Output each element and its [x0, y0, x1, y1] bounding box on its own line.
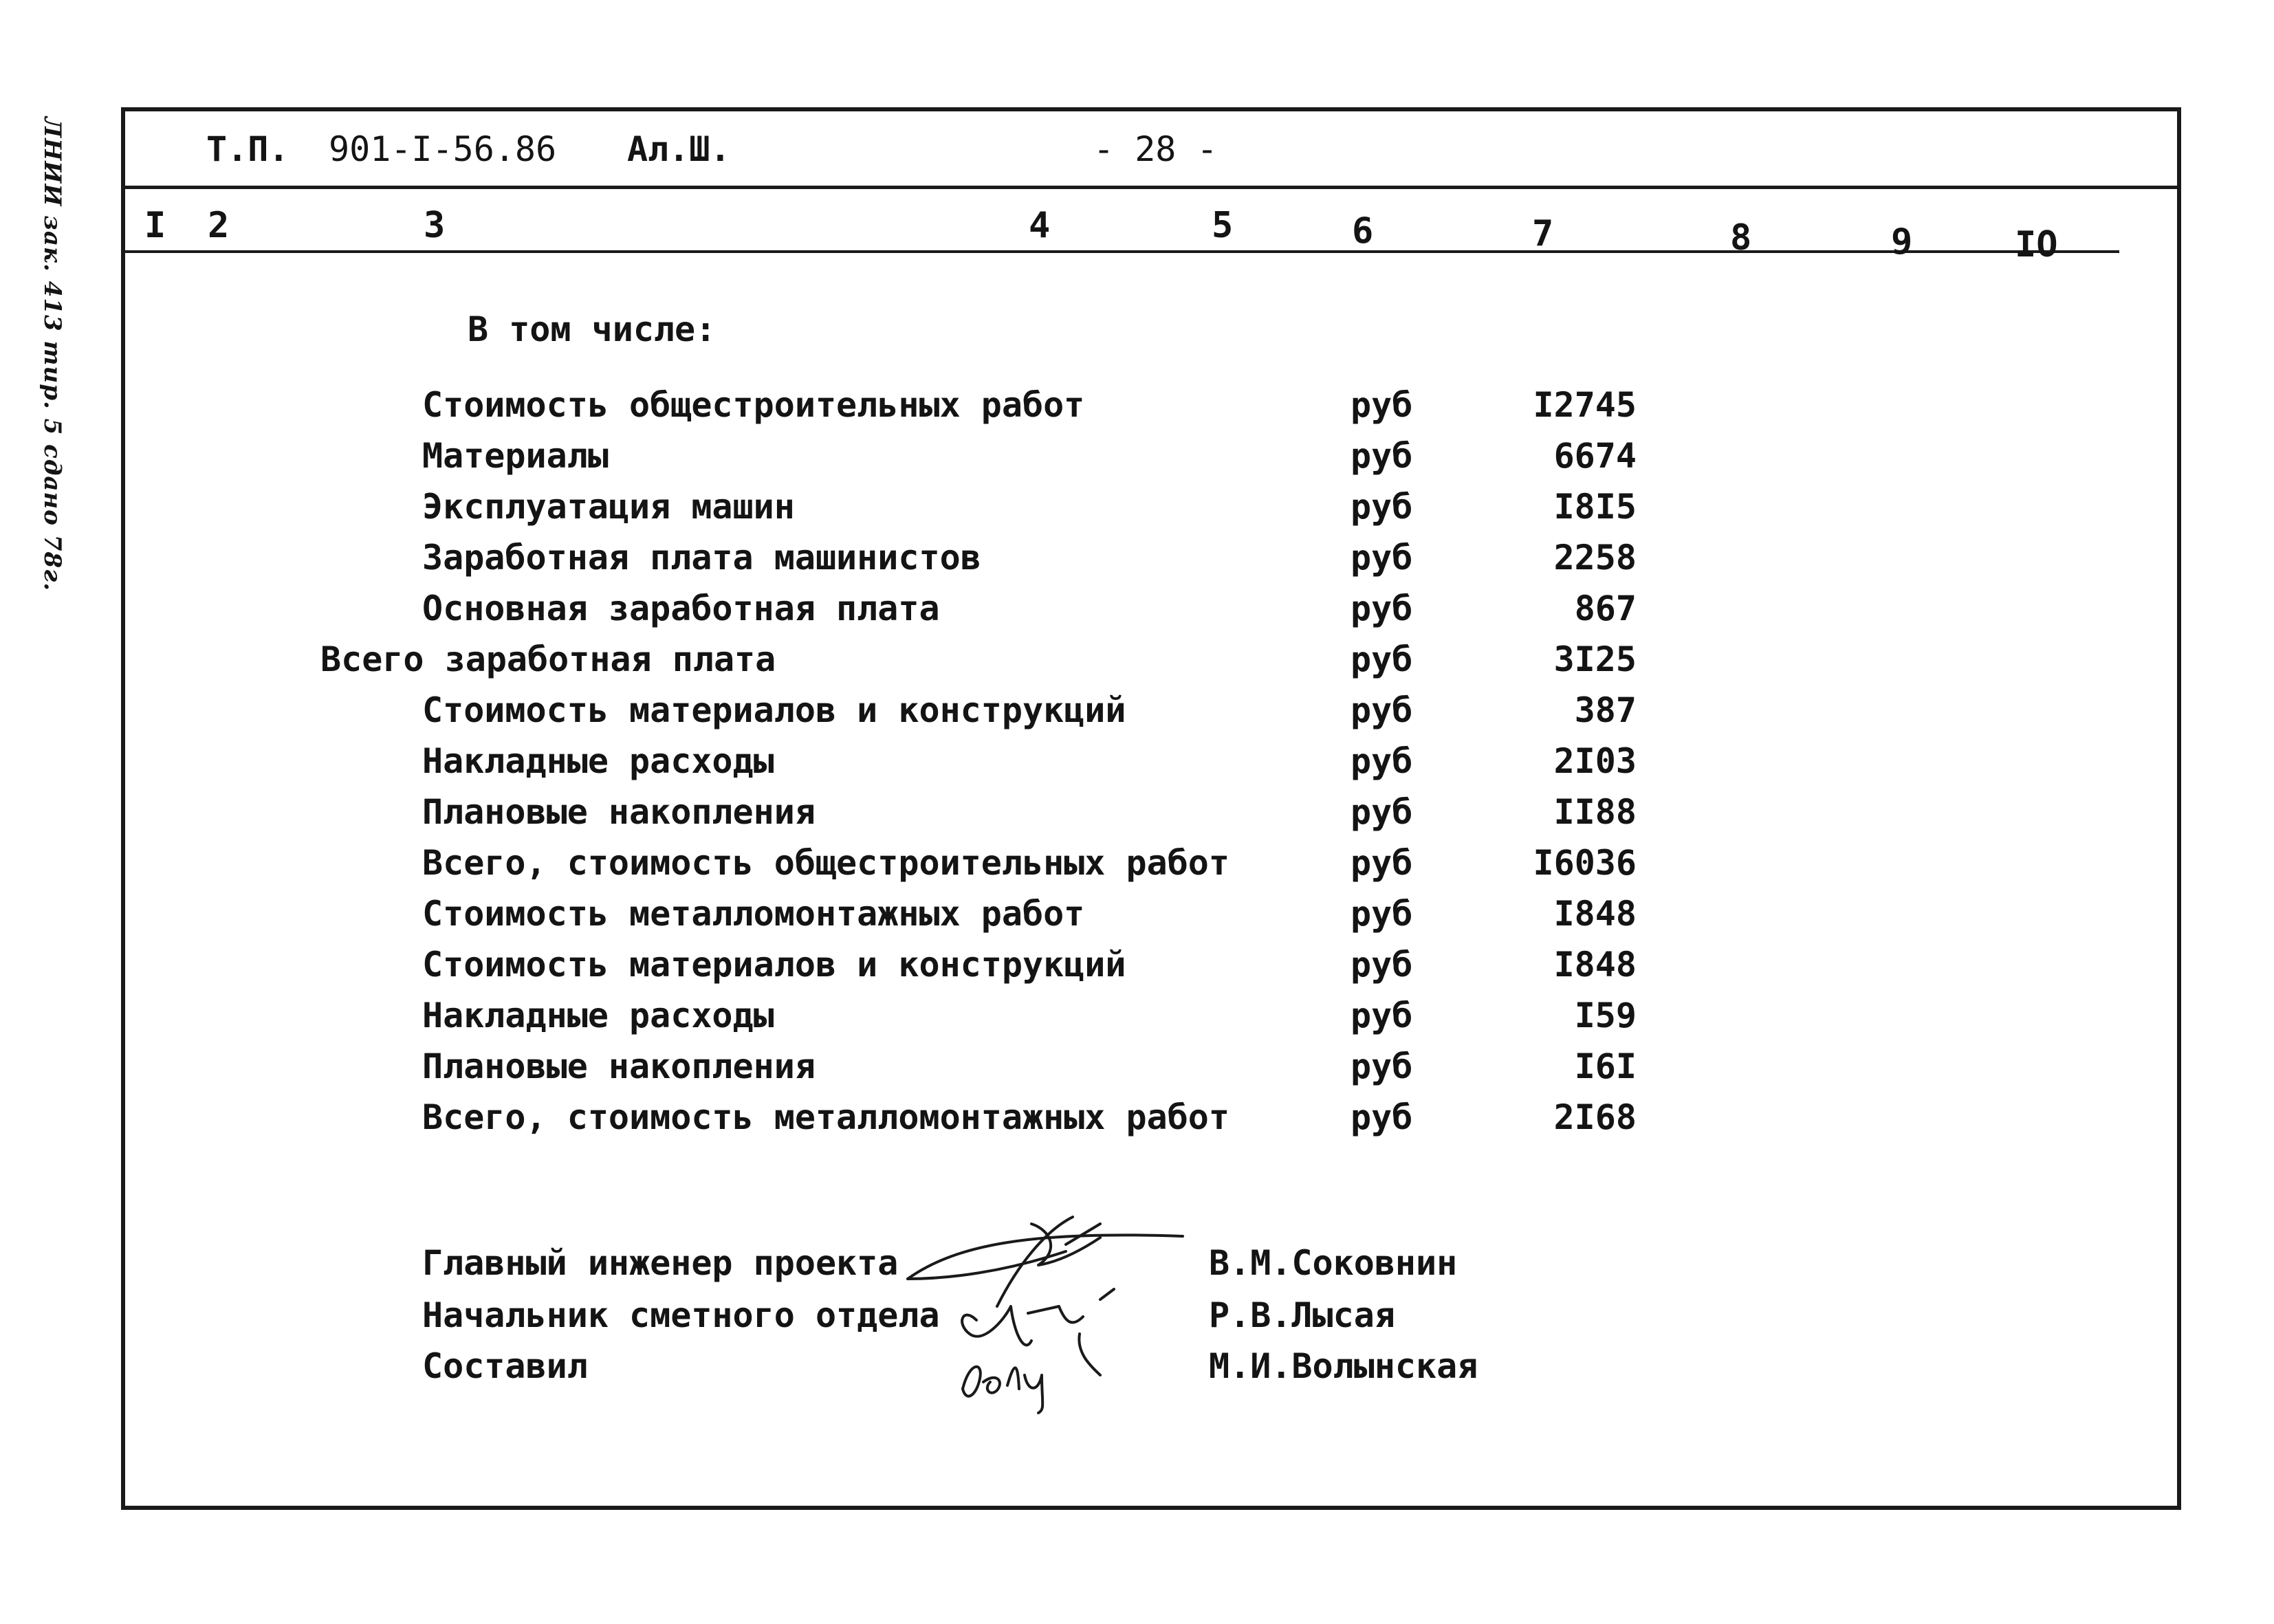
signature-role: Начальник сметного отдела	[422, 1295, 940, 1335]
signature-row	[0, 1243, 1513, 1291]
column-number-1: I	[144, 205, 166, 246]
row-name: Накладные расходы	[422, 996, 774, 1035]
row-unit: руб	[1351, 538, 1413, 578]
row-value: I6036	[1533, 843, 1637, 883]
row-name: Эксплуатация машин	[422, 487, 795, 527]
table-row	[0, 792, 2274, 840]
intro-heading: В том числе:	[468, 309, 717, 349]
table-row	[0, 538, 2274, 586]
row-unit: руб	[1351, 792, 1413, 832]
table-row	[0, 589, 2274, 637]
column-number-9: 9	[1891, 221, 1913, 263]
row-value: I59	[1574, 996, 1637, 1035]
column-number-2: 2	[208, 205, 230, 246]
row-unit: руб	[1351, 436, 1413, 476]
row-name: Основная заработная плата	[422, 589, 940, 628]
row-name: Всего заработная плата	[320, 639, 776, 679]
row-value: 387	[1574, 690, 1637, 730]
signature-role: Главный инженер проекта	[422, 1243, 899, 1283]
row-value: I2745	[1533, 385, 1637, 425]
row-name: Стоимость металломонтажных работ	[422, 894, 1085, 934]
table-row	[0, 945, 2274, 993]
row-unit: руб	[1351, 945, 1413, 985]
table-row	[0, 894, 2274, 942]
row-unit: руб	[1351, 385, 1413, 425]
table-row-total	[0, 639, 2274, 688]
table-row	[0, 690, 2274, 738]
row-value: I6I	[1574, 1046, 1637, 1086]
header-divider	[121, 186, 2181, 189]
row-value: 2258	[1553, 538, 1637, 578]
table-row	[0, 741, 2274, 789]
row-value: I8I5	[1553, 487, 1637, 527]
row-name: Материалы	[422, 436, 609, 476]
side-print-stamp: ЛНИИ зак. 413 тир. 5 сдано 78г.	[39, 117, 66, 592]
column-number-10: IO	[2015, 224, 2058, 265]
table-row	[0, 1046, 2274, 1095]
column-number-7: 7	[1532, 213, 1554, 254]
row-unit: руб	[1351, 1046, 1413, 1086]
row-value: 3I25	[1553, 639, 1637, 679]
row-value: I848	[1553, 945, 1637, 985]
row-name: Заработная плата машинистов	[422, 538, 981, 578]
signature-role: Составил	[422, 1346, 588, 1386]
table-row	[0, 843, 2274, 891]
table-row	[0, 487, 2274, 535]
column-number-5: 5	[1212, 205, 1234, 246]
column-numbers-divider	[125, 250, 2119, 253]
row-unit: руб	[1351, 1097, 1413, 1137]
row-unit: руб	[1351, 639, 1413, 679]
table-row	[0, 436, 2274, 484]
signature-person: М.И.Волынская	[1209, 1346, 1478, 1386]
row-name: Стоимость материалов и конструкций	[422, 690, 1126, 730]
column-number-6: 6	[1352, 210, 1374, 252]
row-unit: руб	[1351, 996, 1413, 1035]
row-name: Плановые накопления	[422, 792, 816, 832]
table-row	[0, 385, 2274, 433]
row-name: Всего, стоимость общестроительных работ	[422, 843, 1229, 883]
column-number-4: 4	[1029, 205, 1051, 246]
table-row	[0, 996, 2274, 1044]
row-name: Накладные расходы	[422, 741, 774, 781]
series-label: Т.П.	[206, 129, 289, 169]
row-unit: руб	[1351, 894, 1413, 934]
row-name: Всего, стоимость металломонтажных работ	[422, 1097, 1229, 1137]
column-number-3: 3	[424, 205, 446, 246]
signature-person: В.М.Соковнин	[1209, 1243, 1458, 1283]
row-unit: руб	[1351, 589, 1413, 628]
series-code: 901-I-56.86	[329, 129, 557, 169]
signature-row	[0, 1295, 1513, 1343]
row-value: I848	[1553, 894, 1637, 934]
row-value: 2I68	[1553, 1097, 1637, 1137]
row-name: Стоимость общестроительных работ	[422, 385, 1085, 425]
row-unit: руб	[1351, 741, 1413, 781]
row-name: Стоимость материалов и конструкций	[422, 945, 1126, 985]
row-unit: руб	[1351, 487, 1413, 527]
row-value: 867	[1574, 589, 1637, 628]
row-unit: руб	[1351, 843, 1413, 883]
row-value: II88	[1553, 792, 1637, 832]
table-row	[0, 1097, 2274, 1145]
page-number: - 28 -	[1093, 129, 1218, 169]
column-number-8: 8	[1730, 217, 1752, 259]
signature-row	[0, 1346, 1513, 1394]
row-value: 2I03	[1553, 741, 1637, 781]
row-name: Плановые накопления	[422, 1046, 816, 1086]
row-value: 6674	[1553, 436, 1637, 476]
handwritten-signatures	[894, 1203, 1210, 1423]
album-label: Ал.Ш.	[627, 129, 731, 169]
signature-person: Р.В.Лысая	[1209, 1295, 1395, 1335]
row-unit: руб	[1351, 690, 1413, 730]
